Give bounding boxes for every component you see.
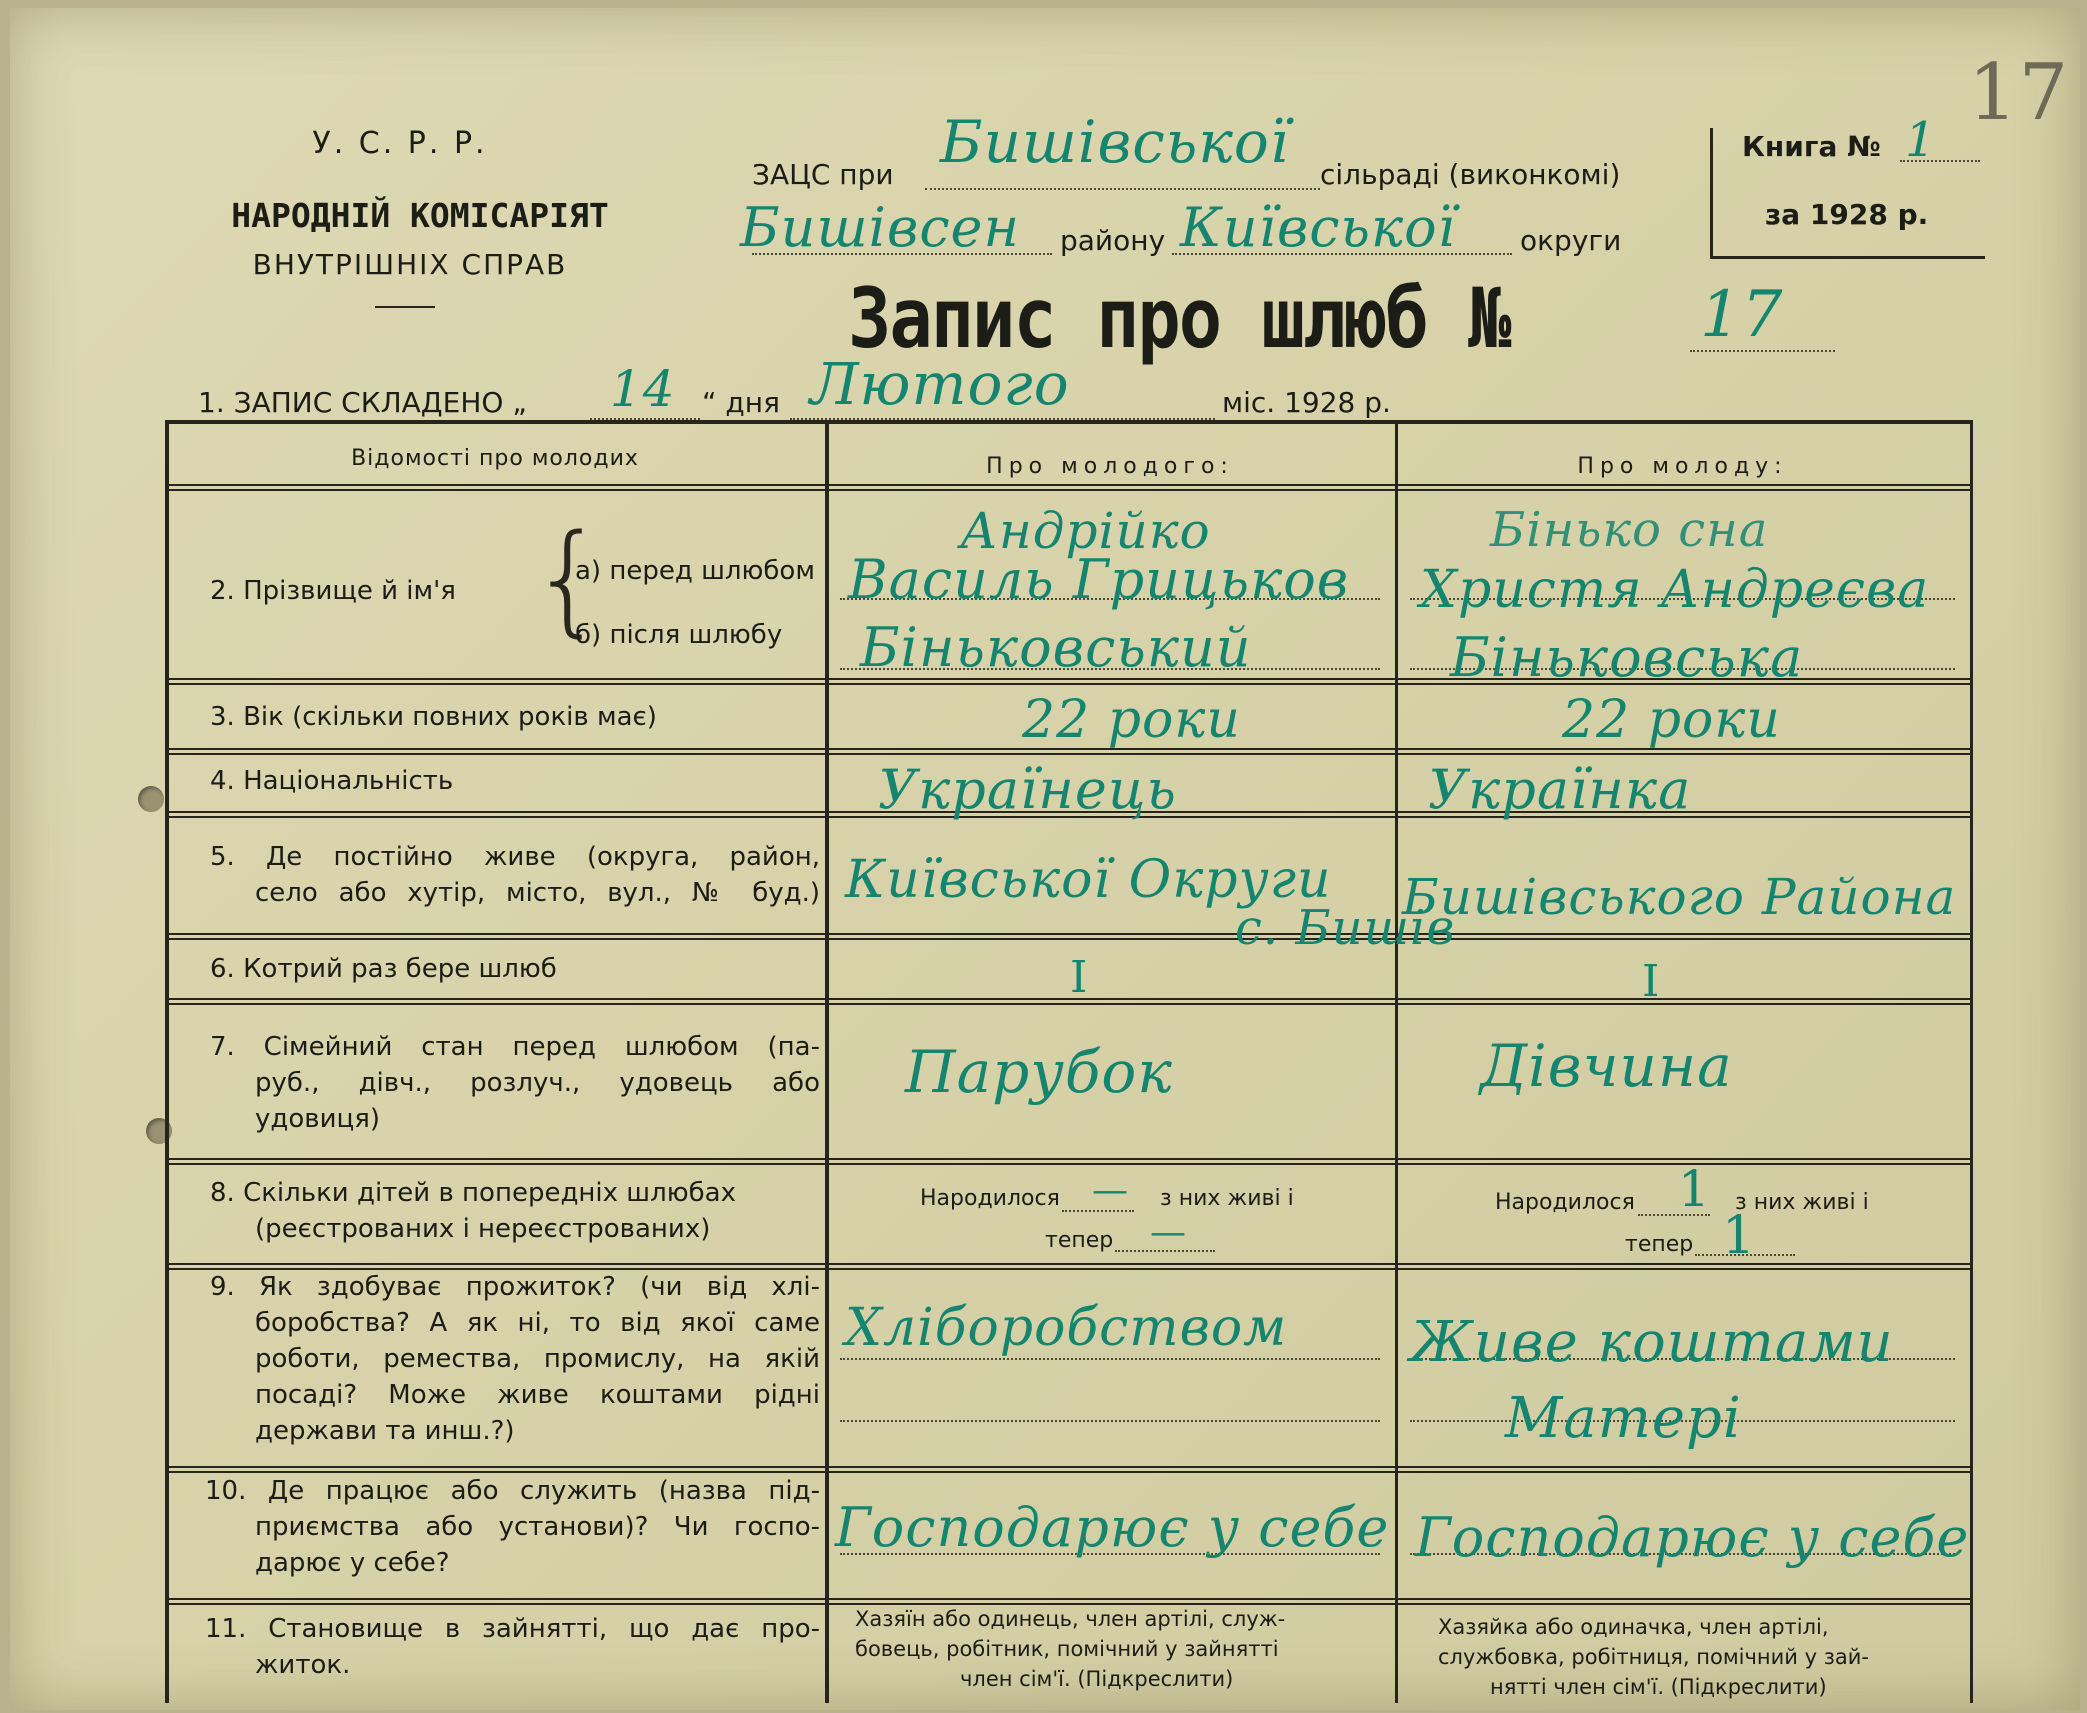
bride-born-value: 1 bbox=[1678, 1160, 1711, 1218]
book-value: 1 bbox=[1905, 112, 1937, 168]
bride-name-after: Біньковська bbox=[1450, 626, 1804, 689]
bride-now-label: тепер bbox=[1625, 1232, 1694, 1257]
row7-label-1: 7. Сімейний стан перед шлюбом (па- bbox=[210, 1032, 820, 1062]
bride-now-value: 1 bbox=[1722, 1206, 1757, 1266]
groom-name-after: Біньковський bbox=[860, 616, 1252, 679]
row7-label-2: руб., дівч., розлуч., удовець або bbox=[255, 1068, 820, 1098]
groom-surname-before: Андрійко bbox=[960, 502, 1211, 560]
ministry-line-1: НАРОДНІЙ КОМІСАРІЯТ bbox=[231, 196, 609, 235]
row11-label-2: житок. bbox=[255, 1650, 351, 1680]
row4-label: 4. Національність bbox=[210, 766, 454, 796]
row9-label-1: 9. Як здобуває прожиток? (чи від хлі- bbox=[210, 1272, 820, 1302]
zags-line bbox=[925, 188, 1320, 190]
row-separator bbox=[165, 1466, 1973, 1473]
column-divider-1 bbox=[825, 420, 829, 1703]
row11-label-1: 11. Становище в зайнятті, що дає про- bbox=[205, 1614, 820, 1644]
selrada-label: сільраді (виконкомі) bbox=[1320, 158, 1621, 191]
zags-value: Бишівської bbox=[940, 108, 1290, 176]
book-box-left bbox=[1710, 128, 1713, 258]
row10-label-1: 10. Де працює або служить (назва під- bbox=[205, 1476, 820, 1506]
table-top-border bbox=[165, 420, 1973, 424]
okruha-label: округи bbox=[1520, 224, 1622, 257]
item1-month-label: міс. 1928 р. bbox=[1222, 386, 1391, 419]
ministry-line-2: ВНУТРІШНІХ СПРАВ bbox=[252, 248, 568, 281]
col-header-bride: Про молоду: bbox=[1577, 454, 1788, 479]
bride-status-options-2: службовка, робітниця, помічний у зай- bbox=[1438, 1645, 1869, 1669]
item1-label: 1. ЗАПИС СКЛАДЕНО „ bbox=[198, 386, 527, 419]
bride-age: 22 роки bbox=[1562, 690, 1781, 750]
bride-workplace: Господарює у себе bbox=[1415, 1506, 1970, 1569]
row2-label: 2. Прізвище й ім'я bbox=[210, 576, 456, 606]
item1-day-label: “ дня bbox=[702, 386, 780, 419]
groom-marital-status: Парубок bbox=[905, 1038, 1173, 1106]
row9-label-5: держави та инш.?) bbox=[255, 1416, 515, 1446]
punch-hole bbox=[138, 786, 164, 812]
col-header-info: Відомості про молодих bbox=[351, 446, 639, 471]
row2-brace: { bbox=[530, 510, 607, 649]
bride-livelihood-1: Живе коштами bbox=[1410, 1310, 1894, 1375]
groom-livelihood: Хліборобством bbox=[845, 1298, 1288, 1358]
groom-age: 22 роки bbox=[1022, 690, 1241, 750]
title-number: 17 bbox=[1700, 278, 1784, 352]
col-header-groom: Про молодого: bbox=[986, 454, 1234, 479]
item1-day: 14 bbox=[610, 360, 676, 418]
table-right-border bbox=[1970, 420, 1973, 1703]
groom-nationality: Українець bbox=[878, 758, 1177, 821]
bride-status-options-3: нятті член сім'ї. (Підкреслити) bbox=[1490, 1675, 1827, 1699]
bride-marriage-count: I bbox=[1642, 956, 1661, 1007]
row-separator bbox=[165, 1263, 1973, 1270]
groom-name-before: Василь Грицьков bbox=[848, 548, 1350, 611]
groom-alive-label: з них живі і bbox=[1160, 1186, 1294, 1211]
column-divider-2 bbox=[1395, 420, 1398, 1703]
groom-residence: Київської Округи bbox=[845, 850, 1332, 910]
bride-name-before: Христя Андреєва bbox=[1420, 560, 1930, 620]
groom-workplace: Господарює у себе bbox=[835, 1496, 1390, 1559]
bride-marital-status: Дівчина bbox=[1480, 1032, 1733, 1100]
row-separator bbox=[165, 484, 1973, 491]
header-divider bbox=[375, 306, 435, 308]
marriage-record-sheet bbox=[10, 8, 2080, 1710]
row9-label-2: боробства? А як ні, то від якої саме bbox=[255, 1308, 820, 1338]
bride-alive-label: з них живі і bbox=[1735, 1190, 1869, 1215]
groom-now-value: — bbox=[1150, 1212, 1187, 1253]
row2-sub-b: б) після шлюбу bbox=[575, 620, 783, 650]
groom-marriage-count: I bbox=[1070, 952, 1089, 1003]
row9-label-3: роботи, ремества, промислу, на якій bbox=[255, 1344, 820, 1374]
groom-now-label: тепер bbox=[1045, 1228, 1114, 1253]
groom-status-options-2: бовець, робітник, помічний у зайнятті bbox=[855, 1637, 1279, 1661]
state-abbrev: У. С. Р. Р. bbox=[312, 126, 488, 161]
row2-sub-a: а) перед шлюбом bbox=[575, 556, 815, 586]
bride-livelihood-2: Матері bbox=[1505, 1386, 1742, 1451]
row5-label-1: 5. Де постійно живе (округа, район, bbox=[210, 842, 820, 872]
zags-prefix: ЗАЦС при bbox=[752, 158, 894, 191]
row3-label: 3. Вік (скільки повних років має) bbox=[210, 702, 657, 732]
row-separator bbox=[165, 933, 1973, 940]
bride-residence: Бишівського Района bbox=[1402, 868, 1957, 926]
document-title: Запис про шлюб № bbox=[848, 269, 1510, 367]
district-value: Бишівсен bbox=[740, 196, 1021, 259]
bride-surname-before: Бінько сна bbox=[1490, 502, 1769, 558]
district-label: району bbox=[1060, 224, 1166, 257]
bride-nationality: Українка bbox=[1428, 758, 1692, 821]
row5-label-2: село або хутір, місто, вул., № буд.) bbox=[255, 878, 820, 908]
row10-label-3: дарює у себе? bbox=[255, 1548, 450, 1578]
bride-born-label: Народилося bbox=[1495, 1190, 1635, 1215]
groom-born-label: Народилося bbox=[920, 1186, 1060, 1211]
row10-label-2: приємства або установи)? Чи госпо- bbox=[255, 1512, 820, 1542]
groom-status-options-3: член сім'ї. (Підкреслити) bbox=[960, 1667, 1234, 1691]
row8-label-2: (реєстрованих і нереєстрованих) bbox=[255, 1214, 711, 1244]
row7-label-3: удовиця) bbox=[255, 1104, 380, 1134]
row9-label-4: посаді? Може живе коштами рідні bbox=[255, 1380, 820, 1410]
groom-born-value: — bbox=[1092, 1170, 1129, 1211]
row8-label-1: 8. Скільки дітей в попередніх шлюбах bbox=[210, 1178, 736, 1208]
corner-number: 17 bbox=[1968, 48, 2070, 138]
guide-line bbox=[840, 1358, 1380, 1360]
row6-label: 6. Котрий раз бере шлюб bbox=[210, 954, 557, 984]
village-residence: с. Бишів bbox=[1235, 900, 1456, 956]
row-separator bbox=[165, 998, 1973, 1005]
book-box-bottom bbox=[1710, 256, 1985, 259]
guide-line bbox=[840, 1420, 1380, 1422]
okruha-value: Київської bbox=[1180, 196, 1456, 259]
groom-status-options-1: Хазяїн або одинець, член артілі, служ- bbox=[855, 1607, 1286, 1631]
item1-month: Лютого bbox=[810, 350, 1070, 418]
book-label: Книга № bbox=[1742, 130, 1881, 163]
table-left-border bbox=[165, 420, 169, 1703]
bride-status-options-1: Хазяйка або одиначка, член артілі, bbox=[1438, 1615, 1829, 1639]
year-label: за 1928 р. bbox=[1765, 198, 1929, 231]
